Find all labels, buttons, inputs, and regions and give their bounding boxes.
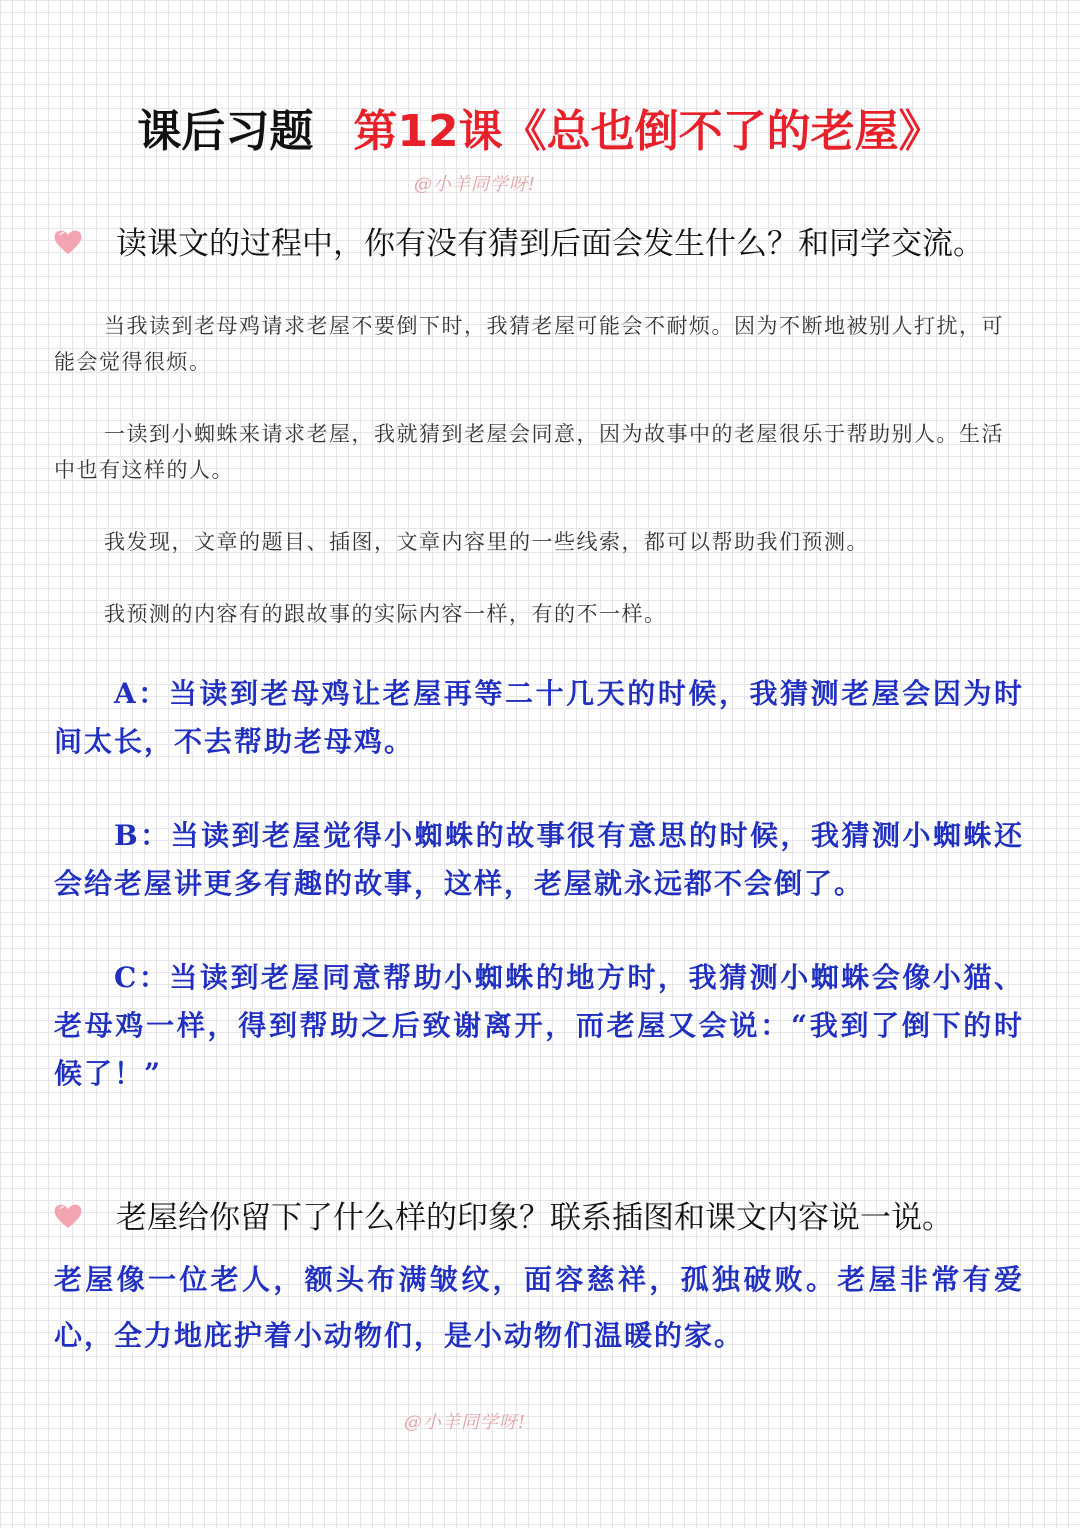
answer-impression: 老屋像一位老人，额头布满皱纹，面容慈祥，孤独破败。老屋非常有爱心，全力地庇护着小动物们，是小动物们温暖的家。 [54,1263,1024,1352]
paragraph-1: 当我读到老母鸡请求老屋不要倒下时，我猜老屋可能会不耐烦。因为不断地被别人打扰，可能会觉得很烦。 [54,314,1004,374]
lesson-title: 第12课《总也倒不了的老屋》 [353,106,943,157]
answer-a: A：当读到老母鸡让老屋再等二十几天的时候，我猜测老屋会因为时间太长，不去帮助老母鸡。 [54,677,1024,758]
question-2-text: 老屋给你留下了什么样的印象？联系插图和课文内容说一说。 [116,1200,953,1236]
heart-icon [52,1200,84,1232]
paragraph-2: 一读到小蜘蛛来请求老屋，我就猜到老屋会同意，因为故事中的老屋很乐于帮助别人。生活中也有这样的人。 [54,422,1004,482]
watermark-bottom: @小羊同学呀! [403,1412,527,1433]
paragraph-4: 我预测的内容有的跟故事的实际内容一样，有的不一样。 [104,602,667,626]
heart-icon [52,226,84,258]
watermark-top: @小羊同学呀! [413,174,537,195]
answer-b: B：当读到老屋觉得小蜘蛛的故事很有意思的时候，我猜测小蜘蛛还会给老屋讲更多有趣的故事，这样，老屋就永远都不会倒了。 [54,819,1024,900]
question-2 [52,1196,1042,1240]
page-title [0,104,1080,160]
title-label: 课后习题 [137,106,314,157]
question-1 [52,222,1042,266]
answer-c: C：当读到老屋同意帮助小蜘蛛的地方时，我猜测小蜘蛛会像小猫、老母鸡一样，得到帮助之后致谢离开，而老屋又会说：“我到了倒下的时候了！” [54,961,1024,1090]
question-1-text: 读课文的过程中，你有没有猜到后面会发生什么？和同学交流。 [116,226,984,262]
paragraph-3: 我发现，文章的题目、插图，文章内容里的一些线索，都可以帮助我们预测。 [104,530,869,554]
